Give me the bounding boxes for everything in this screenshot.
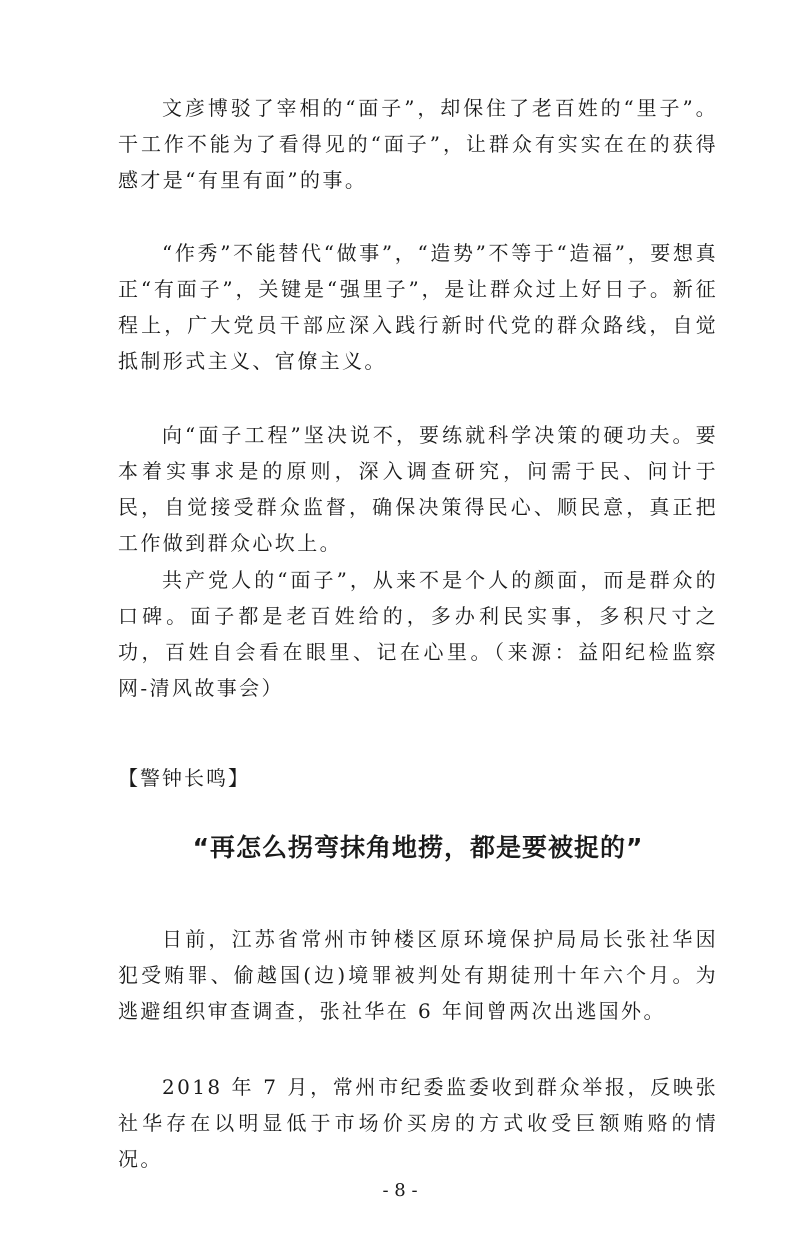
- paragraph-1: 文彦博驳了宰相的“面子”，却保住了老百姓的“里子”。干工作不能为了看得见的“面子”，让群众有实实在在的获得感才是“有里有面”的事。: [118, 96, 718, 192]
- section-tag: 【警钟长鸣】: [118, 766, 250, 790]
- paragraph-2: “作秀”不能替代“做事”，“造势”不等于“造福”，要想真正“有面子”，关键是“强里子”，是让群众过上好日子。新征程上，广大党员干部应深入践行新时代党的群众路线，自觉抵制形式主义、官僚主义。: [118, 241, 718, 373]
- article-headline: “再怎么拐弯抹角地捞，都是要被捉的”: [192, 833, 644, 862]
- paragraph-4: 共产党人的“面子”，从来不是个人的颜面，而是群众的口碑。面子都是老百姓给的，多办利民实事，多积尺寸之功，百姓自会看在眼里、记在心里。（来源：益阳纪检监察网-清风故事会）: [118, 568, 718, 700]
- page-number: - 8 -: [382, 1180, 418, 1201]
- article-paragraph-1: 日前，江苏省常州市钟楼区原环境保护局局长张社华因犯受贿罪、偷越国(边)境罪被判处有期徒刑十年六个月。为逃避组织审查调查，张社华在 6 年间曾两次出逃国外。: [118, 927, 718, 1023]
- paragraph-3: 向“面子工程”坚决说不，要练就科学决策的硬功夫。要本着实事求是的原则，深入调查研究，问需于民、问计于民，自觉接受群众监督，确保决策得民心、顺民意，真正把工作做到群众心坎上。: [118, 423, 718, 555]
- article-paragraph-2: 2018 年 7 月，常州市纪委监委收到群众举报，反映张社华存在以明显低于市场价买房的方式收受巨额贿赂的情况。: [118, 1075, 718, 1171]
